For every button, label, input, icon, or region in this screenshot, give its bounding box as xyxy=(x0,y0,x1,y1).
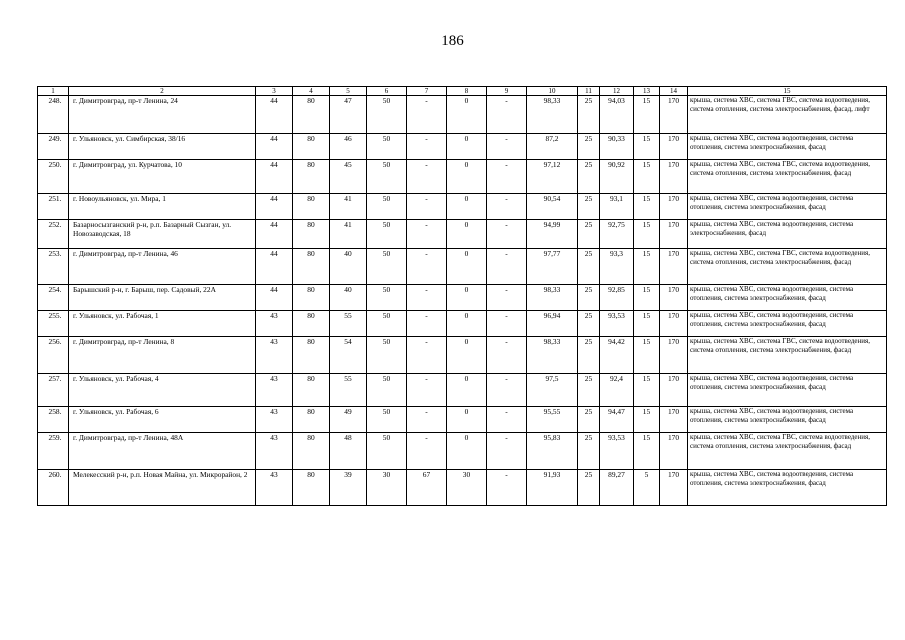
column-number-7: 7 xyxy=(407,87,447,96)
column-number-12: 12 xyxy=(600,87,634,96)
building-address: Барышский р-н, г. Барыш, пер. Садовый, 22А xyxy=(69,285,256,311)
cell-c9: - xyxy=(487,160,527,194)
cell-c8: 0 xyxy=(447,220,487,249)
repair-works: крыша, система ХВС, система ГВС, система водоотведения, система отопления, система электроснабжения, фасад xyxy=(688,249,887,285)
building-address: Базарносызганский р-н, р.п. Базарный Сызган, ул. Новозаводская, 18 xyxy=(69,220,256,249)
cell-c11: 25 xyxy=(578,470,600,506)
cell-c4: 80 xyxy=(293,134,330,160)
repair-works: крыша, система ХВС, система водоотведения, система отопления, система электроснабжения, фасад xyxy=(688,311,887,337)
building-address: г. Димитровград, пр-т Ленина, 24 xyxy=(69,96,256,134)
row-number: 259. xyxy=(38,433,69,470)
cell-c9: - xyxy=(487,433,527,470)
table-row xyxy=(38,285,887,311)
cell-c4: 80 xyxy=(293,160,330,194)
cell-c11: 25 xyxy=(578,194,600,220)
cell-c3: 43 xyxy=(256,311,293,337)
cell-c3: 44 xyxy=(256,96,293,134)
cell-c3: 44 xyxy=(256,194,293,220)
cell-c13: 15 xyxy=(634,249,660,285)
cell-c10: 95,83 xyxy=(527,433,578,470)
cell-c9: - xyxy=(487,337,527,374)
cell-c13: 15 xyxy=(634,160,660,194)
cell-c13: 15 xyxy=(634,337,660,374)
cell-c3: 43 xyxy=(256,337,293,374)
cell-c12: 93,53 xyxy=(600,433,634,470)
cell-c10: 96,94 xyxy=(527,311,578,337)
cell-c10: 97,12 xyxy=(527,160,578,194)
cell-c6: 50 xyxy=(367,220,407,249)
cell-c11: 25 xyxy=(578,249,600,285)
table-row xyxy=(38,433,887,470)
repair-works: крыша, система ХВС, система водоотведения, система отопления, система электроснабжения, фасад xyxy=(688,194,887,220)
cell-c4: 80 xyxy=(293,96,330,134)
cell-c11: 25 xyxy=(578,134,600,160)
cell-c13: 15 xyxy=(634,311,660,337)
cell-c14: 170 xyxy=(660,220,688,249)
cell-c9: - xyxy=(487,407,527,433)
cell-c14: 170 xyxy=(660,374,688,407)
column-number-14: 14 xyxy=(660,87,688,96)
cell-c5: 48 xyxy=(330,433,367,470)
row-number: 260. xyxy=(38,470,69,506)
column-number-2: 2 xyxy=(69,87,256,96)
column-number-row xyxy=(38,87,887,96)
cell-c10: 95,55 xyxy=(527,407,578,433)
building-address: г. Ульяновск, ул. Симбирская, 38/16 xyxy=(69,134,256,160)
cell-c6: 50 xyxy=(367,249,407,285)
cell-c14: 170 xyxy=(660,470,688,506)
cell-c5: 40 xyxy=(330,249,367,285)
cell-c14: 170 xyxy=(660,311,688,337)
cell-c5: 45 xyxy=(330,160,367,194)
row-number: 258. xyxy=(38,407,69,433)
repair-works: крыша, система ХВС, система водоотведения, система отопления, система электроснабжения, фасад xyxy=(688,407,887,433)
cell-c13: 15 xyxy=(634,285,660,311)
cell-c9: - xyxy=(487,249,527,285)
cell-c7: - xyxy=(407,374,447,407)
cell-c11: 25 xyxy=(578,220,600,249)
building-address: Мелекесский р-н, р.п. Новая Майна, ул. Микрорайон, 2 xyxy=(69,470,256,506)
cell-c14: 170 xyxy=(660,407,688,433)
repair-works: крыша, система ХВС, система водоотведения, система отопления, система электроснабжения, фасад xyxy=(688,134,887,160)
table-row xyxy=(38,96,887,134)
building-address: г. Ульяновск, ул. Рабочая, 4 xyxy=(69,374,256,407)
cell-c3: 44 xyxy=(256,160,293,194)
cell-c10: 94,99 xyxy=(527,220,578,249)
cell-c4: 80 xyxy=(293,374,330,407)
cell-c4: 80 xyxy=(293,194,330,220)
column-number-1: 1 xyxy=(38,87,69,96)
cell-c8: 30 xyxy=(447,470,487,506)
cell-c11: 25 xyxy=(578,96,600,134)
column-number-15: 15 xyxy=(688,87,887,96)
cell-c12: 90,92 xyxy=(600,160,634,194)
cell-c12: 92,75 xyxy=(600,220,634,249)
building-address: г. Димитровград, пр-т Ленина, 48А xyxy=(69,433,256,470)
cell-c8: 0 xyxy=(447,285,487,311)
cell-c6: 50 xyxy=(367,160,407,194)
cell-c6: 50 xyxy=(367,194,407,220)
cell-c13: 15 xyxy=(634,407,660,433)
cell-c9: - xyxy=(487,194,527,220)
cell-c3: 44 xyxy=(256,249,293,285)
table-row xyxy=(38,194,887,220)
cell-c13: 5 xyxy=(634,470,660,506)
cell-c8: 0 xyxy=(447,134,487,160)
repair-works: крыша, система ХВС, система водоотведения, система отопления, система электроснабжения, фасад xyxy=(688,374,887,407)
column-number-13: 13 xyxy=(634,87,660,96)
cell-c12: 94,03 xyxy=(600,96,634,134)
cell-c11: 25 xyxy=(578,374,600,407)
cell-c12: 89,27 xyxy=(600,470,634,506)
cell-c14: 170 xyxy=(660,134,688,160)
table-row xyxy=(38,249,887,285)
table-row xyxy=(38,337,887,374)
row-number: 249. xyxy=(38,134,69,160)
cell-c10: 97,5 xyxy=(527,374,578,407)
row-number: 257. xyxy=(38,374,69,407)
cell-c4: 80 xyxy=(293,407,330,433)
cell-c13: 15 xyxy=(634,96,660,134)
cell-c5: 55 xyxy=(330,311,367,337)
cell-c12: 93,53 xyxy=(600,311,634,337)
cell-c10: 91,93 xyxy=(527,470,578,506)
cell-c5: 46 xyxy=(330,134,367,160)
cell-c6: 50 xyxy=(367,374,407,407)
column-number-4: 4 xyxy=(293,87,330,96)
cell-c8: 0 xyxy=(447,160,487,194)
cell-c6: 50 xyxy=(367,134,407,160)
table-row xyxy=(38,134,887,160)
column-number-6: 6 xyxy=(367,87,407,96)
cell-c11: 25 xyxy=(578,285,600,311)
cell-c4: 80 xyxy=(293,285,330,311)
cell-c3: 43 xyxy=(256,433,293,470)
column-number-10: 10 xyxy=(527,87,578,96)
cell-c6: 30 xyxy=(367,470,407,506)
cell-c12: 92,4 xyxy=(600,374,634,407)
table-row xyxy=(38,311,887,337)
cell-c4: 80 xyxy=(293,220,330,249)
cell-c4: 80 xyxy=(293,470,330,506)
cell-c14: 170 xyxy=(660,160,688,194)
row-number: 250. xyxy=(38,160,69,194)
cell-c14: 170 xyxy=(660,249,688,285)
cell-c5: 39 xyxy=(330,470,367,506)
cell-c5: 47 xyxy=(330,96,367,134)
cell-c11: 25 xyxy=(578,337,600,374)
cell-c10: 90,54 xyxy=(527,194,578,220)
cell-c12: 93,3 xyxy=(600,249,634,285)
table-row xyxy=(38,374,887,407)
cell-c11: 25 xyxy=(578,433,600,470)
cell-c3: 44 xyxy=(256,220,293,249)
repair-works: крыша, система ХВС, система ГВС, система водоотведения, система отопления, система электроснабжения, фасад xyxy=(688,337,887,374)
cell-c6: 50 xyxy=(367,285,407,311)
repair-works: крыша, система ХВС, система водоотведения, система отопления, система электроснабжения, фасад xyxy=(688,470,887,506)
table-row xyxy=(38,220,887,249)
cell-c7: - xyxy=(407,160,447,194)
repair-works: крыша, система ХВС, система ГВС, система водоотведения, система отопления, система электроснабжения, фасад, лифт xyxy=(688,96,887,134)
cell-c5: 41 xyxy=(330,220,367,249)
cell-c10: 87,2 xyxy=(527,134,578,160)
cell-c8: 0 xyxy=(447,337,487,374)
table-row xyxy=(38,407,887,433)
cell-c6: 50 xyxy=(367,433,407,470)
cell-c8: 0 xyxy=(447,194,487,220)
row-number: 255. xyxy=(38,311,69,337)
column-number-5: 5 xyxy=(330,87,367,96)
cell-c3: 43 xyxy=(256,407,293,433)
cell-c8: 0 xyxy=(447,407,487,433)
cell-c12: 94,42 xyxy=(600,337,634,374)
cell-c10: 98,33 xyxy=(527,96,578,134)
repair-works: крыша, система ХВС, система ГВС, система водоотведения, система отопления, система электроснабжения, фасад xyxy=(688,433,887,470)
cell-c4: 80 xyxy=(293,311,330,337)
row-number: 254. xyxy=(38,285,69,311)
cell-c10: 97,77 xyxy=(527,249,578,285)
building-address: г. Димитровград, пр-т Ленина, 46 xyxy=(69,249,256,285)
cell-c14: 170 xyxy=(660,337,688,374)
cell-c5: 40 xyxy=(330,285,367,311)
cell-c8: 0 xyxy=(447,96,487,134)
column-number-8: 8 xyxy=(447,87,487,96)
cell-c11: 25 xyxy=(578,311,600,337)
cell-c7: - xyxy=(407,433,447,470)
cell-c12: 94,47 xyxy=(600,407,634,433)
cell-c5: 54 xyxy=(330,337,367,374)
table-row xyxy=(38,470,887,506)
cell-c4: 80 xyxy=(293,337,330,374)
cell-c13: 15 xyxy=(634,194,660,220)
cell-c5: 55 xyxy=(330,374,367,407)
cell-c5: 49 xyxy=(330,407,367,433)
cell-c14: 170 xyxy=(660,96,688,134)
building-address: г. Димитровград, пр-т Ленина, 8 xyxy=(69,337,256,374)
building-address: г. Ульяновск, ул. Рабочая, 6 xyxy=(69,407,256,433)
cell-c12: 92,85 xyxy=(600,285,634,311)
row-number: 251. xyxy=(38,194,69,220)
column-number-9: 9 xyxy=(487,87,527,96)
column-number-3: 3 xyxy=(256,87,293,96)
cell-c10: 98,33 xyxy=(527,337,578,374)
cell-c7: 67 xyxy=(407,470,447,506)
cell-c13: 15 xyxy=(634,134,660,160)
cell-c9: - xyxy=(487,285,527,311)
housing-repair-table xyxy=(37,86,887,506)
row-number: 253. xyxy=(38,249,69,285)
cell-c9: - xyxy=(487,374,527,407)
cell-c3: 44 xyxy=(256,134,293,160)
cell-c8: 0 xyxy=(447,374,487,407)
cell-c14: 170 xyxy=(660,285,688,311)
cell-c6: 50 xyxy=(367,337,407,374)
repair-works: крыша, система ХВС, система ГВС, система водоотведения, система отопления, система электроснабжения, фасад xyxy=(688,160,887,194)
cell-c3: 43 xyxy=(256,470,293,506)
cell-c7: - xyxy=(407,337,447,374)
cell-c7: - xyxy=(407,407,447,433)
cell-c7: - xyxy=(407,220,447,249)
row-number: 256. xyxy=(38,337,69,374)
cell-c14: 170 xyxy=(660,194,688,220)
cell-c9: - xyxy=(487,96,527,134)
cell-c13: 15 xyxy=(634,433,660,470)
cell-c4: 80 xyxy=(293,433,330,470)
cell-c7: - xyxy=(407,285,447,311)
cell-c7: - xyxy=(407,194,447,220)
cell-c14: 170 xyxy=(660,433,688,470)
cell-c7: - xyxy=(407,134,447,160)
cell-c7: - xyxy=(407,96,447,134)
cell-c11: 25 xyxy=(578,407,600,433)
cell-c8: 0 xyxy=(447,433,487,470)
cell-c9: - xyxy=(487,470,527,506)
table-row xyxy=(38,160,887,194)
cell-c7: - xyxy=(407,249,447,285)
cell-c6: 50 xyxy=(367,96,407,134)
cell-c9: - xyxy=(487,134,527,160)
cell-c5: 41 xyxy=(330,194,367,220)
cell-c12: 90,33 xyxy=(600,134,634,160)
cell-c13: 15 xyxy=(634,220,660,249)
building-address: г. Димитровград, ул. Курчатова, 10 xyxy=(69,160,256,194)
cell-c3: 44 xyxy=(256,285,293,311)
cell-c7: - xyxy=(407,311,447,337)
cell-c9: - xyxy=(487,220,527,249)
page-number: 186 xyxy=(441,33,464,49)
cell-c3: 43 xyxy=(256,374,293,407)
column-number-11: 11 xyxy=(578,87,600,96)
repair-works: крыша, система ХВС, система водоотведения, система электроснабжения, фасад xyxy=(688,220,887,249)
cell-c8: 0 xyxy=(447,311,487,337)
cell-c4: 80 xyxy=(293,249,330,285)
row-number: 248. xyxy=(38,96,69,134)
cell-c6: 50 xyxy=(367,407,407,433)
row-number: 252. xyxy=(38,220,69,249)
building-address: г. Ульяновск, ул. Рабочая, 1 xyxy=(69,311,256,337)
cell-c13: 15 xyxy=(634,374,660,407)
building-address: г. Новоульяновск, ул. Мира, 1 xyxy=(69,194,256,220)
cell-c10: 98,33 xyxy=(527,285,578,311)
cell-c9: - xyxy=(487,311,527,337)
repair-works: крыша, система ХВС, система водоотведения, система отопления, система электроснабжения, фасад xyxy=(688,285,887,311)
cell-c11: 25 xyxy=(578,160,600,194)
cell-c6: 50 xyxy=(367,311,407,337)
cell-c8: 0 xyxy=(447,249,487,285)
cell-c12: 93,1 xyxy=(600,194,634,220)
